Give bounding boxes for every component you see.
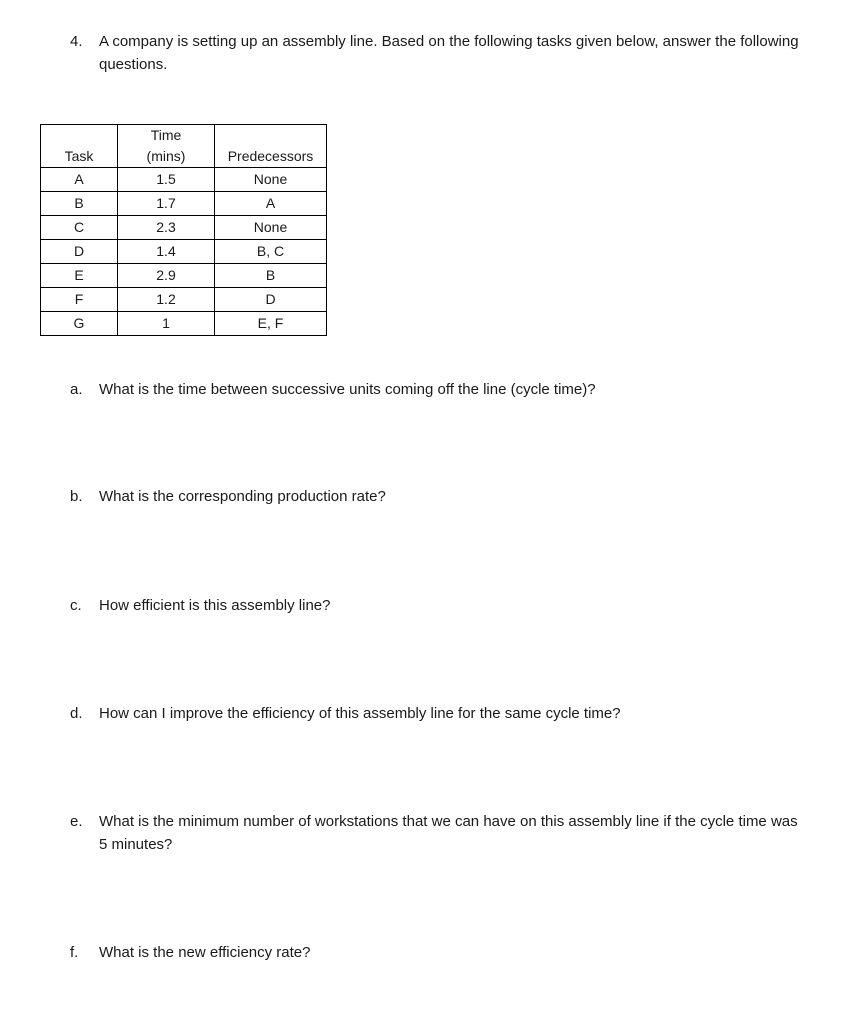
cell-time: 1.4 [118, 240, 215, 264]
cell-time: 1.2 [118, 288, 215, 312]
table-row [41, 216, 327, 240]
problem-text: A company is setting up an assembly line. Based on the following tasks given below, answer the following questions. [99, 33, 799, 73]
question-letter: e. [70, 813, 83, 830]
cell-pred: None [215, 216, 327, 240]
cell-pred: D [215, 288, 327, 312]
question-text: What is the new efficiency rate? [99, 944, 311, 961]
cell-pred: B, C [215, 240, 327, 264]
table-row [41, 240, 327, 264]
cell-pred: A [215, 192, 327, 216]
cell-pred: E, F [215, 312, 327, 336]
question-letter: b. [70, 488, 83, 505]
question-letter: d. [70, 705, 83, 722]
task-table [40, 124, 327, 336]
cell-task: F [41, 288, 118, 312]
question-text: What is the minimum number of workstations that we can have on this assembly line if the cycle time was 5 minutes? [99, 813, 798, 853]
cell-task: D [41, 240, 118, 264]
question-text: What is the corresponding production rate? [99, 488, 386, 505]
question-letter: c. [70, 597, 82, 614]
header-predecessors: Predecessors [215, 125, 327, 168]
question-text: How can I improve the efficiency of this assembly line for the same cycle time? [99, 705, 621, 722]
cell-task: A [41, 168, 118, 192]
question-b [70, 485, 810, 508]
table-row [41, 192, 327, 216]
header-time [118, 125, 215, 168]
cell-task: G [41, 312, 118, 336]
question-c [70, 594, 810, 617]
question-f [70, 941, 810, 964]
table-header-row [41, 125, 327, 168]
question-text: What is the time between successive units coming off the line (cycle time)? [99, 381, 596, 398]
table-row [41, 288, 327, 312]
question-d [70, 702, 810, 725]
question-a [70, 378, 810, 401]
header-time-line2: (mins) [146, 148, 186, 164]
table-row [41, 312, 327, 336]
cell-time: 2.9 [118, 264, 215, 288]
cell-task: E [41, 264, 118, 288]
cell-pred: None [215, 168, 327, 192]
header-task: Task [41, 125, 118, 168]
table-row [41, 168, 327, 192]
cell-task: C [41, 216, 118, 240]
cell-time: 1 [118, 312, 215, 336]
problem-statement [70, 30, 810, 76]
problem-number: 4. [70, 33, 83, 50]
cell-time: 1.5 [118, 168, 215, 192]
header-time-line1: Time [150, 127, 182, 143]
cell-time: 1.7 [118, 192, 215, 216]
question-letter: a. [70, 381, 83, 398]
question-letter: f. [70, 944, 79, 961]
question-e [70, 810, 810, 856]
cell-time: 2.3 [118, 216, 215, 240]
table-row [41, 264, 327, 288]
cell-pred: B [215, 264, 327, 288]
cell-task: B [41, 192, 118, 216]
question-text: How efficient is this assembly line? [99, 597, 331, 614]
